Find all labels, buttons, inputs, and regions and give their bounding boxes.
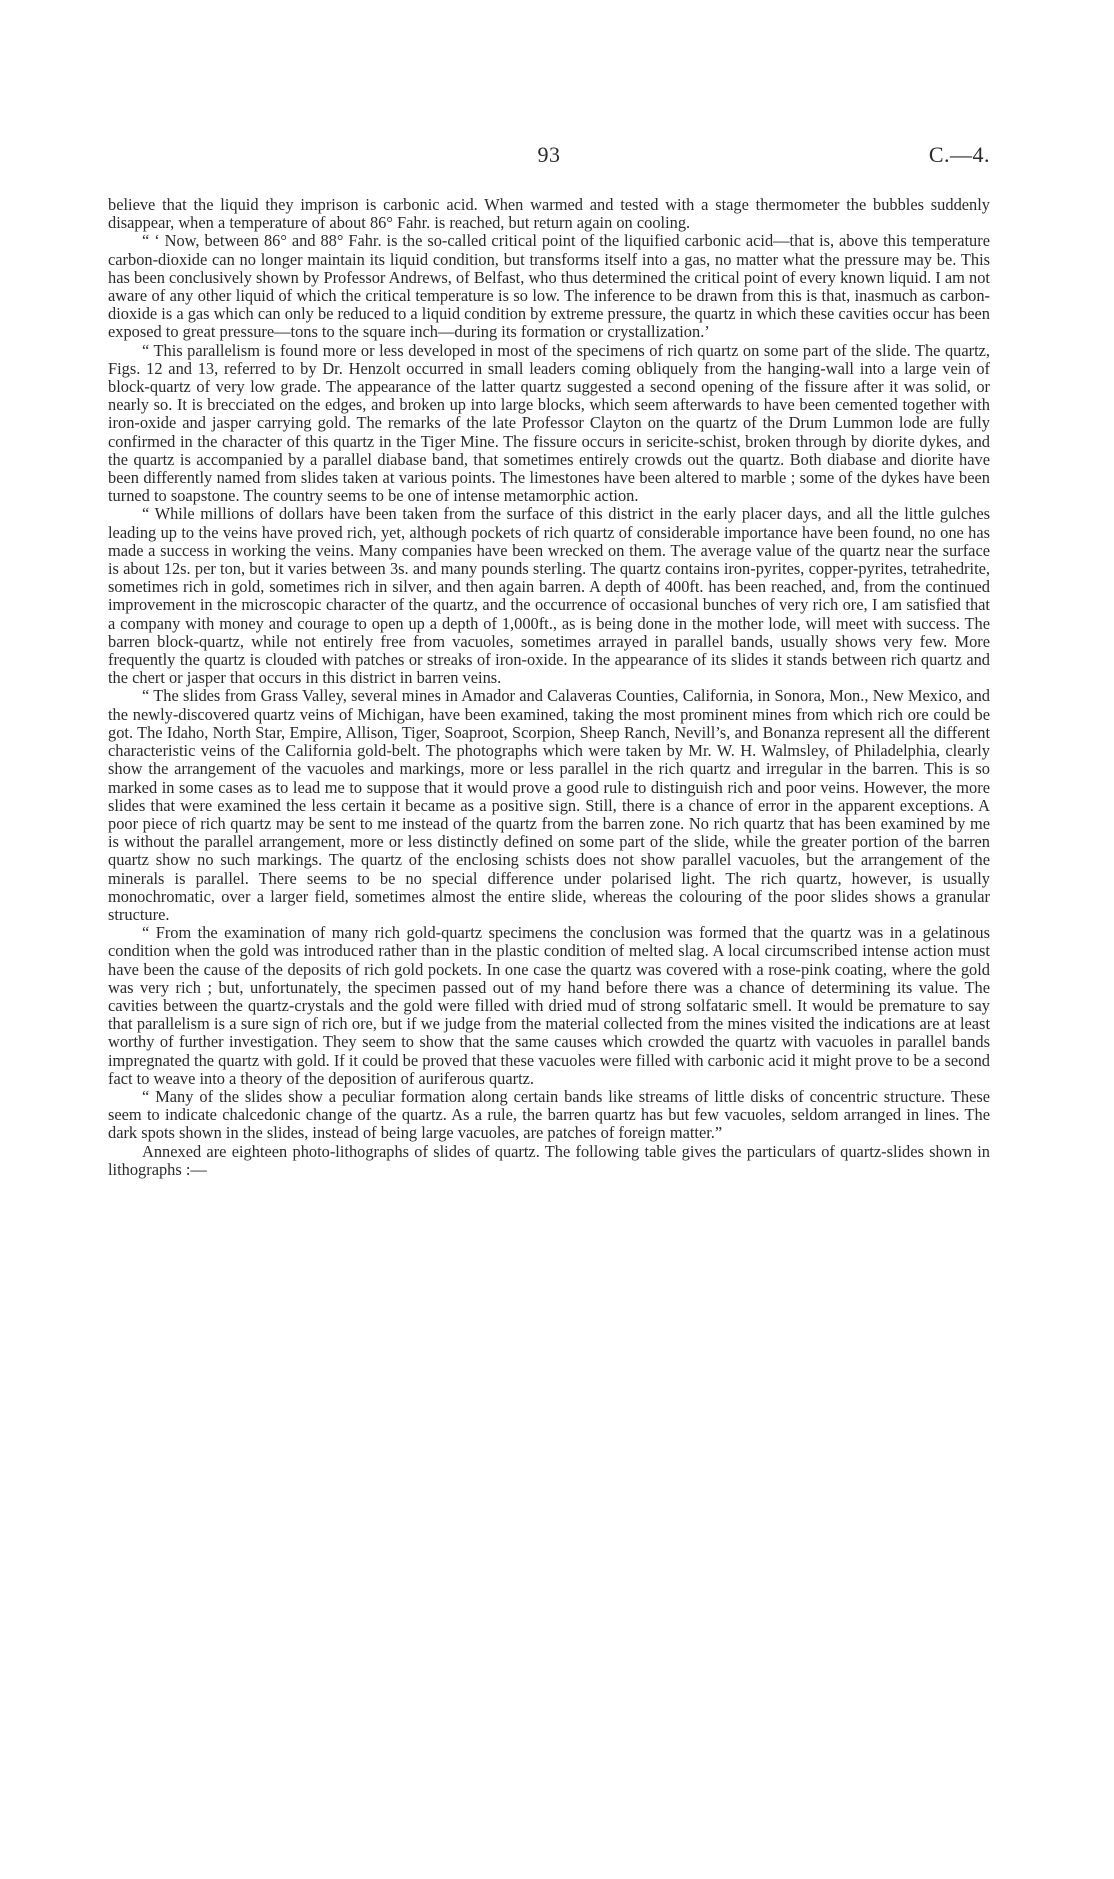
- paragraph: “ Many of the slides show a peculiar formation along certain bands like streams of little disks of concentric structure. These seem to indicate chalcedonic change of the quartz. As a rule, the barren quartz has but few vacuoles, seldom arranged in lines. The dark spots shown in the slides, instead of being large vacuoles, are patches of foreign matter.”: [108, 1086, 990, 1143]
- body-text: [108, 196, 990, 1179]
- page-header: [108, 142, 990, 172]
- paragraph: “ This parallelism is found more or less developed in most of the specimens of rich quartz on some part of the slide. The quartz, Figs. 12 and 13, referred to by Dr. Henzolt occurred in small leaders coming obliquely from the hanging-wall into a large vein of block-quartz of very low grade. The appearance of the latter quartz suggested a second opening of the fissure after it was solid, or nearly so. It is brecciated on the edges, and broken up into large blocks, which seem afterwards to have been cemented together with iron-oxide and jasper carrying gold. The remarks of the late Professor Clayton on the quartz of the Drum Lummon lode are fully confirmed in the character of this quartz in the Tiger Mine. The fissure occurs in sericite-schist, broken through by diorite dykes, and the quartz is accompanied by a parallel diabase band, that sometimes entirely crowds out the quartz. Both diabase and diorite have been differently named from slides taken at various points. The limestones have been altered to marble ; some of the dykes have been turned to soapstone. The country seems to be one of intense metamorphic action.: [108, 340, 990, 506]
- paragraph: “ ‘ Now, between 86° and 88° Fahr. is the so-called critical point of the liquified carbonic acid—that is, above this temperature carbon-dioxide can no longer maintain its liquid condition, but transforms itself into a gas, no matter what the pressure may be. This has been conclusively shown by Professor Andrews, of Belfast, who thus determined the critical point of every known liquid. I am not aware of any other liquid of which the critical temperature is so low. The inference to be drawn from this is that, inasmuch as carbon-dioxide is a gas which can only be reduced to a liquid condition by extreme pressure, the quartz in which these cavities occur has been exposed to great pressure—tons to the square inch—during its formation or crystallization.’: [108, 231, 990, 342]
- paragraph: “ The slides from Grass Valley, several mines in Amador and Calaveras Counties, California, in Sonora, Mon., New Mexico, and the newly-discovered quartz veins of Michigan, have been examined, taking the most prominent mines from which rich ore could be got. The Idaho, North Star, Empire, Allison, Tiger, Soaproot, Scorpion, Sheep Ranch, Nevill’s, and Bonanza represent all the different characteristic veins of the California gold-belt. The photographs which were taken by Mr. W. H. Walmsley, of Philadelphia, clearly show the arrangement of the vacuoles and markings, more or less parallel in the rich quartz and irregular in the barren. This is so marked in some cases as to lead me to suppose that it would prove a good rule to distinguish rich and poor veins. However, the more slides that were examined the less certain it became as a positive sign. Still, there is a chance of error in the apparent exceptions. A poor piece of rich quartz may be sent to me instead of the quartz from the barren zone. No rich quartz that has been examined by me is without the parallel arrangement, more or less distinctly defined on some part of the slide, while the greater portion of the barren quartz show no such markings. The quartz of the enclosing schists does not show parallel vacuoles, but the arrangement of the minerals is parallel. There seems to be no special difference under polarised light. The rich quartz, however, is usually monochromatic, over a larger field, sometimes almost the entire slide, whereas the colouring of the poor slides shows a granular structure.: [108, 686, 990, 924]
- document-reference: C.—4.: [928, 142, 990, 167]
- page-number: 93: [537, 142, 561, 167]
- paragraph: “ From the examination of many rich gold-quartz specimens the conclusion was formed that the quartz was in a gelatinous condition when the gold was introduced rather than in the plastic condition of melted slag. A local circumscribed intense action must have been the cause of the deposits of rich gold pockets. In one case the quartz was covered with a rose-pink coating, where the gold was very rich ; but, unfortunately, the specimen passed out of my hand before there was a chance of determining its value. The cavities between the quartz-crystals and the gold were filled with dried mud of strong solfataric smell. It would be premature to say that parallelism is a sure sign of rich ore, but if we judge from the material collected from the mines visited the indications are at least worthy of further investigation. They seem to show that the same causes which crowded the quartz with vacuoles in parallel bands impregnated the quartz with gold. If it could be proved that these vacuoles were filled with carbonic acid it might prove to be a second fact to weave into a theory of the deposition of auriferous quartz.: [108, 923, 990, 1088]
- paragraph: Annexed are eighteen photo-lithographs of slides of quartz. The following table gives the particulars of quartz-slides shown in lithographs :—: [108, 1141, 990, 1179]
- paragraph: believe that the liquid they imprison is carbonic acid. When warmed and tested with a stage thermometer the bubbles suddenly disappear, when a temperature of about 86° Fahr. is reached, but return again on cooling.: [108, 195, 990, 233]
- paragraph: “ While millions of dollars have been taken from the surface of this district in the early placer days, and all the little gulches leading up to the veins have proved rich, yet, although pockets of rich quartz of considerable importance have been found, no one has made a success in working the veins. Many companies have been wrecked on them. The average value of the quartz near the surface is about 12s. per ton, but it varies between 3s. and many pounds sterling. The quartz contains iron-pyrites, copper-pyrites, tetrahedrite, sometimes rich in gold, sometimes rich in silver, and then again barren. A depth of 400ft. has been reached, and, from the continued improvement in the microscopic character of the quartz, and the occurrence of occasional bunches of very rich ore, I am satisfied that a company with money and courage to open up a depth of 1,000ft., as is being done in the mother lode, will meet with success. The barren block-quartz, while not entirely free from vacuoles, sometimes arrayed in parallel bands, usually shows very few. More frequently the quartz is clouded with patches or streaks of iron-oxide. In the appearance of its slides it stands between rich quartz and the chert or jasper that occurs in this district in barren veins.: [108, 504, 990, 688]
